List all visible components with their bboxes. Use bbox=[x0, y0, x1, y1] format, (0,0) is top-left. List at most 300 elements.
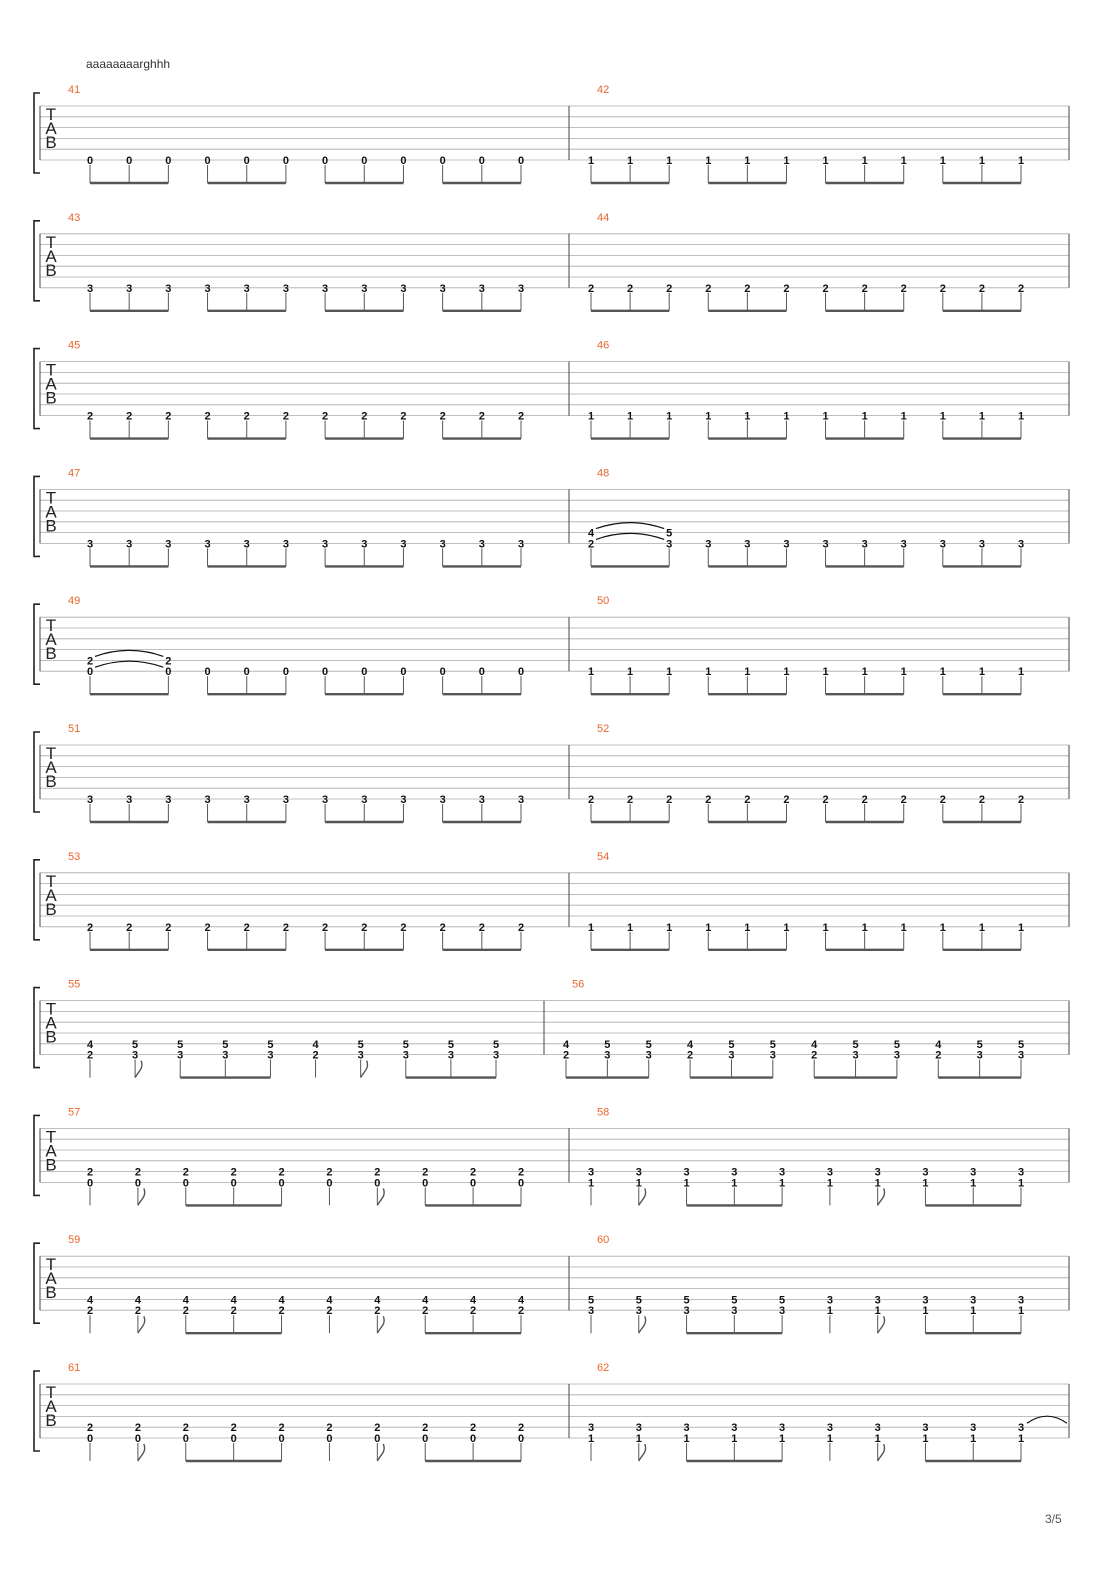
fret-number: 2 bbox=[744, 282, 751, 295]
fret-number: 1 bbox=[861, 666, 868, 679]
fret-number: 2 bbox=[134, 1166, 141, 1179]
fret-number: 1 bbox=[922, 1433, 929, 1445]
fret-number: 1 bbox=[978, 410, 985, 423]
tab-clef-letter: T bbox=[45, 105, 57, 124]
fret-number: 2 bbox=[478, 921, 485, 934]
fret-number: 0 bbox=[374, 1433, 381, 1445]
fret-number: 3 bbox=[874, 1294, 881, 1307]
fret-number: 0 bbox=[478, 155, 485, 167]
fret-number: 2 bbox=[400, 410, 407, 423]
measure-number: 49 bbox=[68, 595, 81, 608]
fret-number: 3 bbox=[204, 794, 211, 806]
fret-number: 5 bbox=[132, 1038, 139, 1051]
fret-number: 2 bbox=[312, 1049, 319, 1062]
fret-number: 2 bbox=[705, 794, 712, 806]
fret-number: 0 bbox=[86, 1177, 94, 1190]
fret-number: 2 bbox=[627, 794, 634, 806]
fret-number: 1 bbox=[744, 921, 751, 934]
annotation-text: aaaaaaaarghhh bbox=[86, 57, 171, 71]
tab-clef-letter: T bbox=[45, 999, 57, 1019]
measure-number: 47 bbox=[68, 467, 81, 480]
fret-number: 0 bbox=[86, 155, 94, 167]
fret-number: 5 bbox=[683, 1294, 690, 1307]
fret-number: 1 bbox=[900, 666, 907, 679]
fret-number: 2 bbox=[587, 538, 595, 551]
fret-number: 3 bbox=[604, 1049, 611, 1062]
fret-number: 0 bbox=[182, 1177, 189, 1190]
fret-number: 1 bbox=[744, 410, 751, 423]
fret-number: 2 bbox=[230, 1422, 237, 1435]
fret-number: 2 bbox=[126, 921, 133, 934]
fret-number: 3 bbox=[731, 1166, 738, 1179]
fret-number: 3 bbox=[400, 282, 407, 295]
fret-number: 5 bbox=[587, 1294, 595, 1307]
fret-number: 2 bbox=[470, 1305, 477, 1318]
fret-number: 1 bbox=[635, 1433, 642, 1445]
fret-number: 3 bbox=[666, 538, 673, 551]
fret-number: 2 bbox=[322, 921, 329, 934]
tab-clef-letter: A bbox=[45, 1013, 57, 1033]
fret-number: 3 bbox=[970, 1422, 977, 1435]
fret-number: 2 bbox=[1017, 794, 1025, 806]
fret-number: 5 bbox=[976, 1038, 983, 1051]
fret-number: 3 bbox=[177, 1049, 184, 1062]
fret-number: 1 bbox=[587, 1433, 595, 1445]
fret-number: 2 bbox=[282, 410, 289, 423]
fret-number: 0 bbox=[517, 155, 525, 167]
tab-clef-letter: B bbox=[45, 516, 57, 536]
fret-number: 1 bbox=[779, 1177, 786, 1190]
measure-number: 53 bbox=[68, 850, 81, 863]
fret-number: 2 bbox=[86, 1166, 94, 1179]
fret-number: 4 bbox=[811, 1038, 818, 1051]
fret-number: 1 bbox=[705, 155, 712, 167]
tab-clef-letter: B bbox=[45, 644, 57, 664]
fret-number: 2 bbox=[470, 1166, 477, 1179]
fret-number: 3 bbox=[243, 794, 250, 806]
fret-number: 4 bbox=[687, 1038, 694, 1051]
fret-number: 2 bbox=[86, 1049, 94, 1062]
fret-number: 2 bbox=[939, 282, 946, 295]
fret-number: 1 bbox=[970, 1177, 977, 1190]
fret-number: 1 bbox=[744, 666, 751, 679]
fret-number: 2 bbox=[322, 410, 329, 423]
fret-number: 2 bbox=[243, 410, 250, 423]
fret-number: 3 bbox=[683, 1166, 690, 1179]
fret-number: 1 bbox=[731, 1433, 738, 1445]
fret-number: 2 bbox=[361, 921, 368, 934]
fret-number: 0 bbox=[439, 666, 446, 679]
fret-number: 0 bbox=[400, 155, 407, 167]
fret-number: 0 bbox=[134, 1177, 141, 1190]
fret-number: 3 bbox=[970, 1166, 977, 1179]
fret-number: 5 bbox=[492, 1038, 500, 1051]
fret-number: 0 bbox=[517, 1177, 525, 1190]
fret-number: 5 bbox=[402, 1038, 409, 1051]
fret-number: 5 bbox=[893, 1038, 900, 1051]
note-flag bbox=[878, 1188, 885, 1205]
fret-number: 4 bbox=[278, 1294, 285, 1307]
note-flag bbox=[639, 1188, 646, 1205]
measure-number: 52 bbox=[597, 723, 610, 735]
fret-number: 1 bbox=[627, 666, 634, 679]
fret-number: 3 bbox=[361, 282, 368, 295]
measure-number: 59 bbox=[68, 1234, 81, 1247]
fret-number: 1 bbox=[922, 1177, 929, 1190]
system-brace bbox=[34, 732, 40, 812]
fret-number: 3 bbox=[243, 282, 250, 295]
note-flag bbox=[138, 1316, 145, 1333]
tab-clef-letter: T bbox=[45, 616, 57, 636]
tab-clef-letter: B bbox=[45, 388, 57, 408]
tab-clef-letter: T bbox=[45, 744, 57, 763]
fret-number: 1 bbox=[587, 410, 595, 423]
tab-clef-letter: A bbox=[45, 1141, 57, 1161]
fret-number: 3 bbox=[783, 538, 790, 551]
fret-number: 2 bbox=[470, 1422, 477, 1435]
note-flag bbox=[377, 1316, 384, 1333]
fret-number: 2 bbox=[278, 1422, 285, 1435]
fret-number: 1 bbox=[978, 155, 985, 167]
fret-number: 3 bbox=[361, 794, 368, 806]
fret-number: 1 bbox=[900, 155, 907, 167]
tab-clef-letter: B bbox=[45, 133, 57, 152]
fret-number: 1 bbox=[783, 666, 790, 679]
fret-number: 3 bbox=[439, 282, 446, 295]
tab-clef-letter: A bbox=[45, 1269, 57, 1289]
fret-number: 2 bbox=[422, 1166, 429, 1179]
fret-number: 3 bbox=[402, 1049, 409, 1062]
fret-number: 1 bbox=[635, 1177, 642, 1190]
fret-number: 0 bbox=[326, 1177, 333, 1190]
fret-number: 3 bbox=[826, 1166, 833, 1179]
fret-number: 3 bbox=[939, 538, 946, 551]
fret-number: 1 bbox=[900, 921, 907, 934]
tab-clef-letter: A bbox=[45, 1397, 57, 1416]
fret-number: 5 bbox=[779, 1294, 786, 1307]
slur bbox=[95, 650, 163, 656]
fret-number: 2 bbox=[400, 921, 407, 934]
system-brace bbox=[34, 476, 40, 556]
fret-number: 1 bbox=[666, 410, 673, 423]
fret-number: 3 bbox=[322, 282, 329, 295]
fret-number: 2 bbox=[861, 794, 868, 806]
fret-number: 1 bbox=[1017, 666, 1025, 679]
fret-number: 2 bbox=[666, 794, 673, 806]
fret-number: 1 bbox=[900, 410, 907, 423]
fret-number: 4 bbox=[134, 1294, 141, 1307]
fret-number: 3 bbox=[439, 538, 446, 551]
tab-clef-letter: A bbox=[45, 374, 57, 394]
fret-number: 0 bbox=[470, 1433, 477, 1445]
fret-number: 3 bbox=[874, 1166, 881, 1179]
fret-number: 3 bbox=[978, 538, 985, 551]
fret-number: 1 bbox=[666, 921, 673, 934]
fret-number: 3 bbox=[683, 1305, 690, 1318]
fret-number: 3 bbox=[779, 1422, 786, 1435]
fret-number: 2 bbox=[326, 1166, 333, 1179]
fret-number: 4 bbox=[562, 1038, 570, 1051]
fret-number: 1 bbox=[826, 1177, 833, 1190]
fret-number: 1 bbox=[731, 1177, 738, 1190]
fret-number: 3 bbox=[1017, 1422, 1025, 1435]
fret-number: 2 bbox=[517, 1305, 525, 1318]
fret-number: 3 bbox=[587, 1305, 595, 1318]
fret-number: 0 bbox=[361, 155, 368, 167]
system-brace bbox=[34, 860, 40, 940]
fret-number: 3 bbox=[587, 1166, 595, 1179]
note-flag bbox=[639, 1444, 646, 1461]
tab-clef-letter: A bbox=[45, 502, 57, 522]
measure-number: 50 bbox=[597, 595, 610, 608]
fret-number: 1 bbox=[861, 155, 868, 167]
fret-number: 1 bbox=[783, 921, 790, 934]
fret-number: 3 bbox=[731, 1422, 738, 1435]
fret-number: 3 bbox=[826, 1294, 833, 1307]
fret-number: 3 bbox=[86, 282, 94, 295]
tab-clef-letter: B bbox=[45, 1155, 57, 1175]
fret-number: 2 bbox=[422, 1422, 429, 1435]
tab-clef-letter: B bbox=[45, 1027, 57, 1047]
system-brace bbox=[34, 988, 40, 1068]
fret-number: 1 bbox=[939, 666, 946, 679]
fret-number: 2 bbox=[182, 1166, 189, 1179]
fret-number: 1 bbox=[779, 1433, 786, 1445]
fret-number: 2 bbox=[783, 794, 790, 806]
system-brace bbox=[34, 93, 40, 173]
fret-number: 2 bbox=[230, 1166, 237, 1179]
tie bbox=[1027, 1416, 1067, 1423]
system-brace bbox=[34, 604, 40, 684]
fret-number: 3 bbox=[447, 1049, 454, 1062]
fret-number: 0 bbox=[278, 1177, 285, 1190]
measure-number: 51 bbox=[68, 723, 81, 735]
fret-number: 0 bbox=[230, 1433, 237, 1445]
fret-number: 2 bbox=[744, 794, 751, 806]
fret-number: 3 bbox=[282, 282, 289, 295]
fret-number: 1 bbox=[826, 1305, 833, 1318]
fret-number: 3 bbox=[922, 1422, 929, 1435]
fret-number: 2 bbox=[822, 794, 829, 806]
fret-number: 1 bbox=[587, 155, 595, 167]
fret-number: 1 bbox=[1017, 155, 1025, 167]
fret-number: 2 bbox=[478, 410, 485, 423]
fret-number: 3 bbox=[165, 282, 172, 295]
slur bbox=[95, 661, 163, 667]
fret-number: 2 bbox=[182, 1305, 189, 1318]
fret-number: 4 bbox=[470, 1294, 477, 1307]
fret-number: 5 bbox=[731, 1294, 738, 1307]
tab-clef-letter: T bbox=[45, 1127, 57, 1147]
fret-number: 2 bbox=[165, 921, 172, 934]
fret-number: 2 bbox=[374, 1305, 381, 1318]
fret-number: 0 bbox=[86, 666, 94, 679]
fret-number: 1 bbox=[978, 921, 985, 934]
fret-number: 1 bbox=[587, 666, 595, 679]
fret-number: 3 bbox=[517, 282, 525, 295]
fret-number: 1 bbox=[822, 410, 829, 423]
fret-number: 3 bbox=[361, 538, 368, 551]
fret-number: 3 bbox=[357, 1049, 364, 1062]
fret-number: 3 bbox=[282, 538, 289, 551]
fret-number: 3 bbox=[492, 1049, 500, 1062]
fret-number: 0 bbox=[86, 1433, 94, 1445]
fret-number: 4 bbox=[312, 1038, 319, 1051]
fret-number: 3 bbox=[705, 538, 712, 551]
fret-number: 3 bbox=[769, 1049, 776, 1062]
fret-number: 3 bbox=[779, 1166, 786, 1179]
fret-number: 2 bbox=[900, 794, 907, 806]
measure-number: 57 bbox=[68, 1106, 81, 1119]
fret-number: 1 bbox=[939, 410, 946, 423]
fret-number: 5 bbox=[1017, 1038, 1025, 1051]
fret-number: 2 bbox=[243, 921, 250, 934]
fret-number: 0 bbox=[374, 1177, 381, 1190]
fret-number: 3 bbox=[822, 538, 829, 551]
fret-number: 2 bbox=[86, 1305, 94, 1318]
fret-number: 3 bbox=[400, 538, 407, 551]
fret-number: 1 bbox=[705, 410, 712, 423]
fret-number: 0 bbox=[400, 666, 407, 679]
fret-number: 1 bbox=[874, 1433, 881, 1445]
fret-number: 1 bbox=[874, 1177, 881, 1190]
measure-number: 41 bbox=[68, 84, 81, 96]
fret-number: 0 bbox=[422, 1177, 429, 1190]
note-flag bbox=[361, 1061, 368, 1078]
fret-number: 2 bbox=[86, 410, 94, 423]
slur bbox=[596, 523, 664, 529]
fret-number: 3 bbox=[728, 1049, 735, 1062]
fret-number: 3 bbox=[478, 282, 485, 295]
fret-number: 5 bbox=[769, 1038, 776, 1051]
fret-number: 2 bbox=[204, 410, 211, 423]
fret-number: 1 bbox=[1017, 1305, 1025, 1318]
tab-clef-letter: T bbox=[45, 488, 57, 508]
fret-number: 3 bbox=[86, 538, 94, 551]
fret-number: 1 bbox=[783, 410, 790, 423]
fret-number: 3 bbox=[683, 1422, 690, 1435]
measure-number: 42 bbox=[597, 84, 610, 96]
fret-number: 5 bbox=[177, 1038, 184, 1051]
fret-number: 3 bbox=[731, 1305, 738, 1318]
note-flag bbox=[138, 1444, 145, 1461]
fret-number: 1 bbox=[874, 1305, 881, 1318]
fret-number: 1 bbox=[1017, 1177, 1025, 1190]
fret-number: 2 bbox=[278, 1166, 285, 1179]
fret-number: 4 bbox=[86, 1294, 94, 1307]
fret-number: 3 bbox=[478, 794, 485, 806]
fret-number: 1 bbox=[783, 155, 790, 167]
fret-number: 2 bbox=[666, 282, 673, 295]
fret-number: 1 bbox=[922, 1305, 929, 1318]
fret-number: 1 bbox=[627, 155, 634, 167]
fret-number: 1 bbox=[939, 921, 946, 934]
tab-clef-letter: B bbox=[45, 260, 57, 280]
fret-number: 1 bbox=[587, 1177, 595, 1190]
fret-number: 3 bbox=[826, 1422, 833, 1435]
fret-number: 1 bbox=[587, 921, 595, 934]
fret-number: 2 bbox=[126, 410, 133, 423]
fret-number: 4 bbox=[517, 1294, 525, 1307]
fret-number: 5 bbox=[357, 1038, 364, 1051]
fret-number: 0 bbox=[243, 155, 250, 167]
tab-clef-letter: T bbox=[45, 1255, 57, 1275]
tab-clef-letter: B bbox=[45, 1283, 57, 1303]
tab-clef-letter: T bbox=[45, 232, 57, 252]
fret-number: 0 bbox=[322, 155, 329, 167]
fret-number: 3 bbox=[267, 1049, 274, 1062]
fret-number: 2 bbox=[86, 921, 94, 934]
fret-number: 2 bbox=[374, 1422, 381, 1435]
fret-number: 1 bbox=[1017, 921, 1025, 934]
fret-number: 2 bbox=[811, 1049, 818, 1062]
fret-number: 1 bbox=[666, 666, 673, 679]
fret-number: 1 bbox=[970, 1433, 977, 1445]
measure-number: 45 bbox=[68, 339, 81, 352]
tab-clef-letter: A bbox=[45, 246, 57, 266]
fret-number: 0 bbox=[126, 155, 133, 167]
fret-number: 3 bbox=[478, 538, 485, 551]
fret-number: 2 bbox=[1017, 282, 1025, 295]
tab-clef-letter: T bbox=[45, 360, 57, 380]
fret-number: 2 bbox=[978, 794, 985, 806]
fret-number: 1 bbox=[666, 155, 673, 167]
fret-number: 3 bbox=[893, 1049, 900, 1062]
fret-number: 1 bbox=[939, 155, 946, 167]
fret-number: 3 bbox=[1017, 1294, 1025, 1307]
fret-number: 1 bbox=[822, 666, 829, 679]
fret-number: 3 bbox=[635, 1166, 642, 1179]
tab-clef-letter: B bbox=[45, 772, 57, 791]
system-brace bbox=[34, 349, 40, 429]
measure-number: 61 bbox=[68, 1362, 81, 1374]
note-flag bbox=[639, 1316, 646, 1333]
fret-number: 3 bbox=[900, 538, 907, 551]
tab-clef-letter: T bbox=[45, 871, 57, 891]
fret-number: 4 bbox=[182, 1294, 189, 1307]
fret-number: 2 bbox=[939, 794, 946, 806]
fret-number: 4 bbox=[374, 1294, 381, 1307]
fret-number: 3 bbox=[222, 1049, 229, 1062]
fret-number: 4 bbox=[422, 1294, 429, 1307]
fret-number: 2 bbox=[900, 282, 907, 295]
fret-number: 5 bbox=[604, 1038, 611, 1051]
fret-number: 3 bbox=[852, 1049, 859, 1062]
fret-number: 4 bbox=[230, 1294, 237, 1307]
fret-number: 1 bbox=[978, 666, 985, 679]
measure-number: 62 bbox=[597, 1362, 610, 1374]
fret-number: 2 bbox=[935, 1049, 942, 1062]
measure-number: 56 bbox=[572, 978, 585, 991]
fret-number: 3 bbox=[132, 1049, 139, 1062]
fret-number: 0 bbox=[517, 1433, 525, 1445]
fret-number: 2 bbox=[326, 1422, 333, 1435]
tab-clef-letter: B bbox=[45, 899, 57, 919]
fret-number: 3 bbox=[861, 538, 868, 551]
fret-number: 2 bbox=[86, 1422, 94, 1435]
note-flag bbox=[377, 1188, 384, 1205]
measure-number: 54 bbox=[597, 850, 610, 863]
fret-number: 3 bbox=[645, 1049, 652, 1062]
fret-number: 5 bbox=[728, 1038, 735, 1051]
fret-number: 1 bbox=[627, 921, 634, 934]
system-brace bbox=[34, 1115, 40, 1195]
fret-number: 0 bbox=[439, 155, 446, 167]
fret-number: 2 bbox=[182, 1422, 189, 1435]
fret-number: 2 bbox=[705, 282, 712, 295]
fret-number: 1 bbox=[822, 921, 829, 934]
fret-number: 2 bbox=[230, 1305, 237, 1318]
